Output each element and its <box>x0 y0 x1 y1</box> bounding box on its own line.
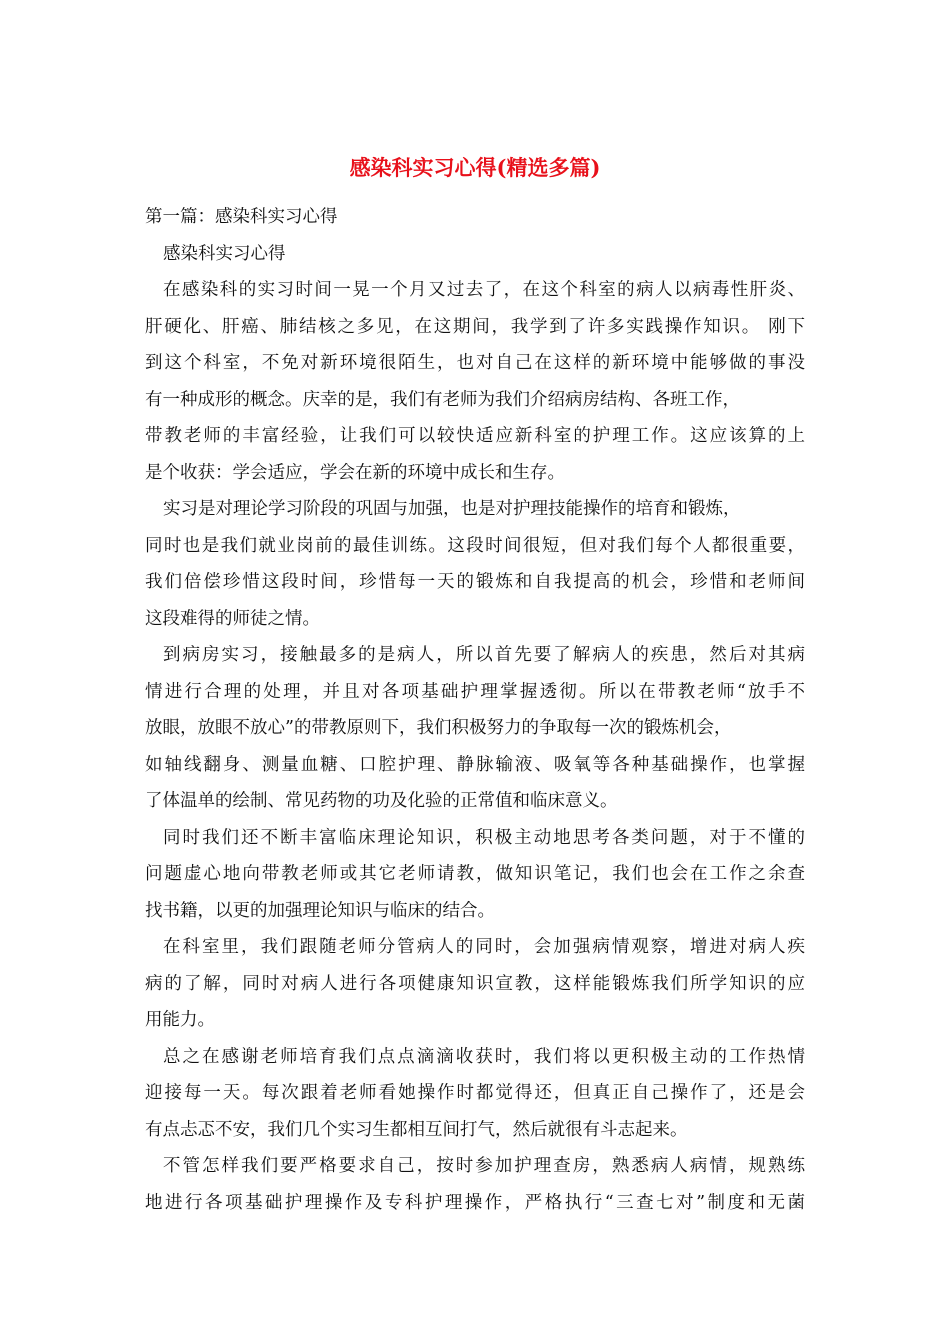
body-line: 这段难得的师徒之情。 <box>145 608 320 629</box>
body-line: 情进行合理的处理，并且对各项基础护理掌握透彻。所以在带教老师“放手不 <box>145 681 805 702</box>
body-line: 地进行各项基础护理操作及专科护理操作，严格执行“三查七对”制度和无菌 <box>145 1192 805 1213</box>
body-line: 是个收获：学会适应，学会在新的环境中成长和生存。 <box>145 462 565 483</box>
body-line: 到病房实习，接触最多的是病人，所以首先要了解病人的疾患，然后对其病 <box>163 645 805 665</box>
body-line: 用能力。 <box>145 1010 215 1030</box>
body-line: 到这个科室，不免对新环境很陌生，也对自己在这样的新环境中能够做的事没 <box>145 353 805 373</box>
body-line: 在科室里，我们跟随老师分管病人的同时，会加强病情观察，增进对病人疾 <box>163 937 805 957</box>
body-line: 感染科实习心得 <box>163 243 286 264</box>
body-line: 病的了解，同时对病人进行各项健康知识宣教，这样能锻炼我们所学知识的应 <box>145 973 805 994</box>
body-line: 在感染科的实习时间一晃一个月又过去了，在这个科室的病人以病毒性肝炎、 <box>163 280 805 300</box>
body-line: 放眼，放眼不放心”的带教原则下，我们积极努力的争取每一次的锻炼机会， <box>145 718 732 738</box>
body-line: 了体温单的绘制、常见药物的功及化验的正常值和临床意义。 <box>145 791 618 811</box>
body-line: 肝硬化、肝癌、肺结核之多见，在这期间，我学到了许多实践操作知识。 刚下 <box>145 316 805 337</box>
body-line: 不管怎样我们要严格要求自己，按时参加护理查房，熟悉病人病情，规熟练 <box>163 1156 805 1176</box>
body-line: 有一种成形的概念。庆幸的是，我们有老师为我们介绍病房结构、各班工作， <box>145 389 740 410</box>
body-line: 如轴线翻身、测量血糖、口腔护理、静脉输液、吸氧等各种基础操作，也掌握 <box>145 754 805 775</box>
body-line: 总之在感谢老师培育我们点点滴滴收获时，我们将以更积极主动的工作热情 <box>163 1046 805 1067</box>
body-line: 我们倍偿珍惜这段时间，珍惜每一天的锻炼和自我提高的机会，珍惜和老师间 <box>145 572 805 592</box>
body-line: 有点忐忑不安，我们几个实习生都相互间打气，然后就很有斗志起来。 <box>145 1119 688 1140</box>
document-title: 感染科实习心得(精选多篇) <box>349 155 601 180</box>
document-body <box>145 199 805 1221</box>
body-line: 同时我们还不断丰富临床理论知识，积极主动地思考各类问题，对于不懂的 <box>163 827 805 848</box>
body-line: 带教老师的丰富经验，让我们可以较快适应新科室的护理工作。这应该算的上 <box>145 426 805 446</box>
body-line: 问题虚心地向带教老师或其它老师请教，做知识笔记，我们也会在工作之余查 <box>145 864 805 884</box>
body-line: 第一篇：感染科实习心得 <box>145 207 338 227</box>
body-line: 同时也是我们就业岗前的最佳训练。这段时间很短，但对我们每个人都很重要， <box>145 535 805 556</box>
body-line: 找书籍，以更的加强理论知识与临床的结合。 <box>145 900 495 921</box>
body-line: 实习是对理论学习阶段的巩固与加强，也是对护理技能操作的培育和锻炼， <box>163 499 741 519</box>
body-line: 迎接每一天。每次跟着老师看她操作时都觉得还，但真正自己操作了，还是会 <box>145 1083 805 1103</box>
